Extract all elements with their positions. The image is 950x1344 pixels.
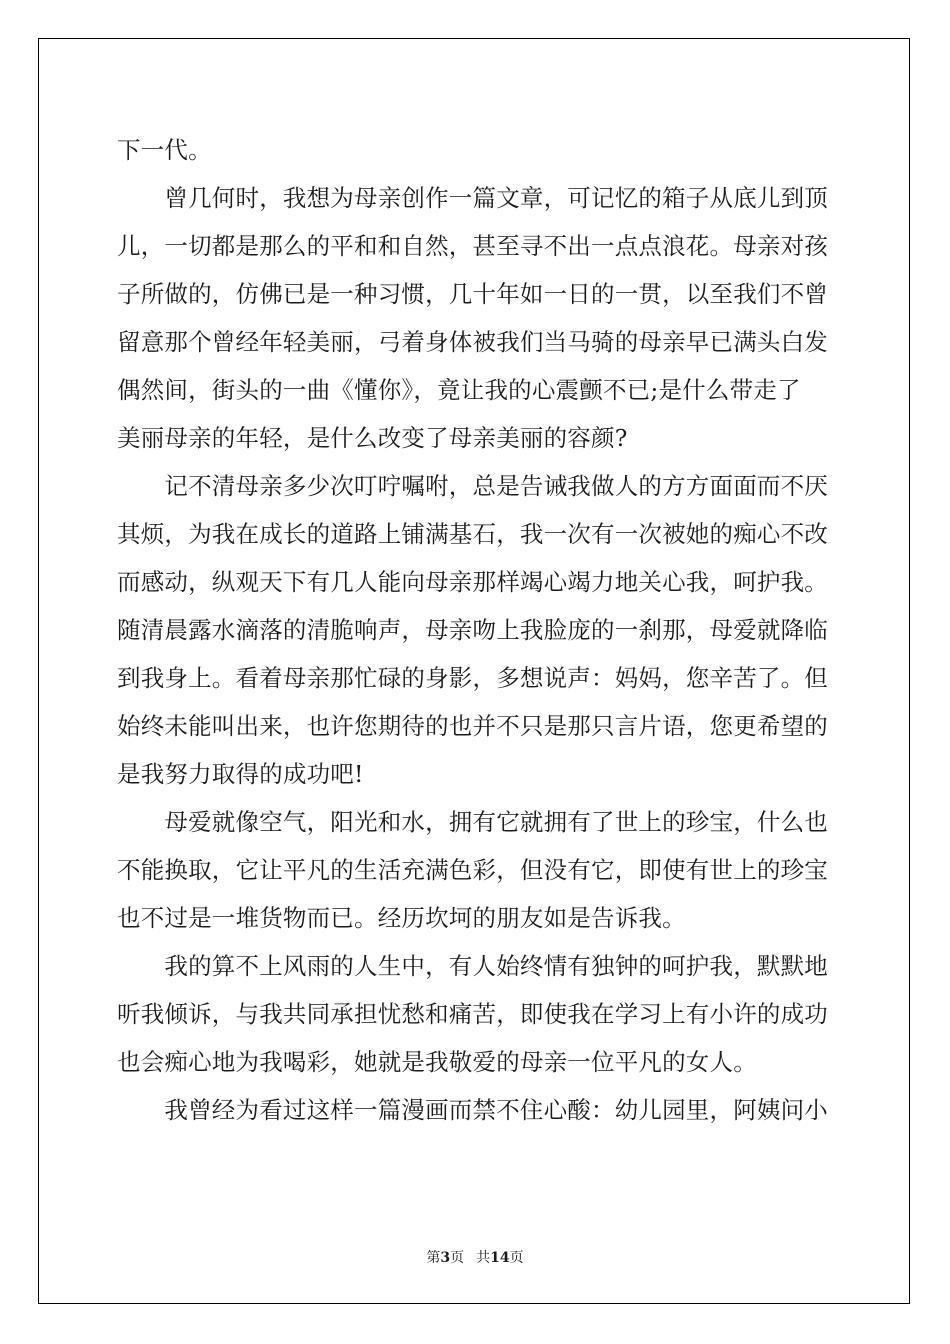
footer-prefix: 第 — [426, 1250, 441, 1266]
text-line: 下一代。 — [117, 136, 212, 164]
page-footer — [0, 1247, 950, 1267]
text-line: 偶然间，街头的一曲《懂你》，竟让我的心震颤不已;是什么带走了 — [117, 376, 801, 404]
text-line: 其烦，为我在成长的道路上铺满基石，我一次有一次被她的痴心不改 — [117, 520, 828, 548]
text-line: 也不过是一堆货物而已。经历坎坷的朋友如是告诉我。 — [117, 904, 686, 932]
footer-total-suffix: 页 — [509, 1250, 524, 1266]
text-line: 听我倾诉，与我共同承担忧愁和痛苦，即使我在学习上有小许的成功 — [117, 1000, 828, 1028]
text-line: 随清晨露水滴落的清脆响声，母亲吻上我脸庞的一刹那，母爱就降临 — [117, 616, 828, 644]
footer-page-word: 页 — [450, 1250, 465, 1266]
text-line: 子所做的，仿佛已是一种习惯，几十年如一日的一贯，以至我们不曾 — [117, 280, 828, 308]
text-line: 美丽母亲的年轻，是什么改变了母亲美丽的容颜? — [117, 424, 628, 452]
current-page-number: 3 — [440, 1250, 451, 1266]
text-line: 记不清母亲多少次叮咛嘱咐，总是告诫我做人的方方面面而不厌 — [117, 472, 828, 500]
footer-total-prefix: 共 — [476, 1250, 491, 1266]
text-line: 始终未能叫出来，也许您期待的也并不只是那只言片语，您更希望的 — [117, 712, 828, 740]
text-line: 而感动，纵观天下有几人能向母亲那样竭心竭力地关心我，呵护我。 — [117, 568, 828, 596]
text-line: 母爱就像空气，阳光和水，拥有它就拥有了世上的珍宝，什么也 — [117, 808, 828, 836]
text-line: 留意那个曾经年轻美丽，弓着身体被我们当马骑的母亲早已满头白发 — [117, 328, 828, 356]
text-line: 我的算不上风雨的人生中，有人始终情有独钟的呵护我，默默地 — [117, 952, 828, 980]
text-line: 到我身上。看着母亲那忙碌的身影，多想说声：妈妈，您辛苦了。但 — [117, 664, 828, 692]
total-pages-number: 14 — [490, 1250, 510, 1266]
text-line: 是我努力取得的成功吧! — [117, 760, 364, 788]
text-line: 曾几何时，我想为母亲创作一篇文章，可记忆的箱子从底儿到顶 — [117, 184, 828, 212]
text-line: 儿，一切都是那么的平和和自然，甚至寻不出一点点浪花。母亲对孩 — [117, 232, 828, 260]
text-line: 不能换取，它让平凡的生活充满色彩，但没有它，即使有世上的珍宝 — [117, 856, 828, 884]
text-line: 也会痴心地为我喝彩，她就是我敬爱的母亲一位平凡的女人。 — [117, 1048, 757, 1076]
text-line: 我曾经为看过这样一篇漫画而禁不住心酸：幼儿园里，阿姨问小 — [117, 1096, 828, 1124]
